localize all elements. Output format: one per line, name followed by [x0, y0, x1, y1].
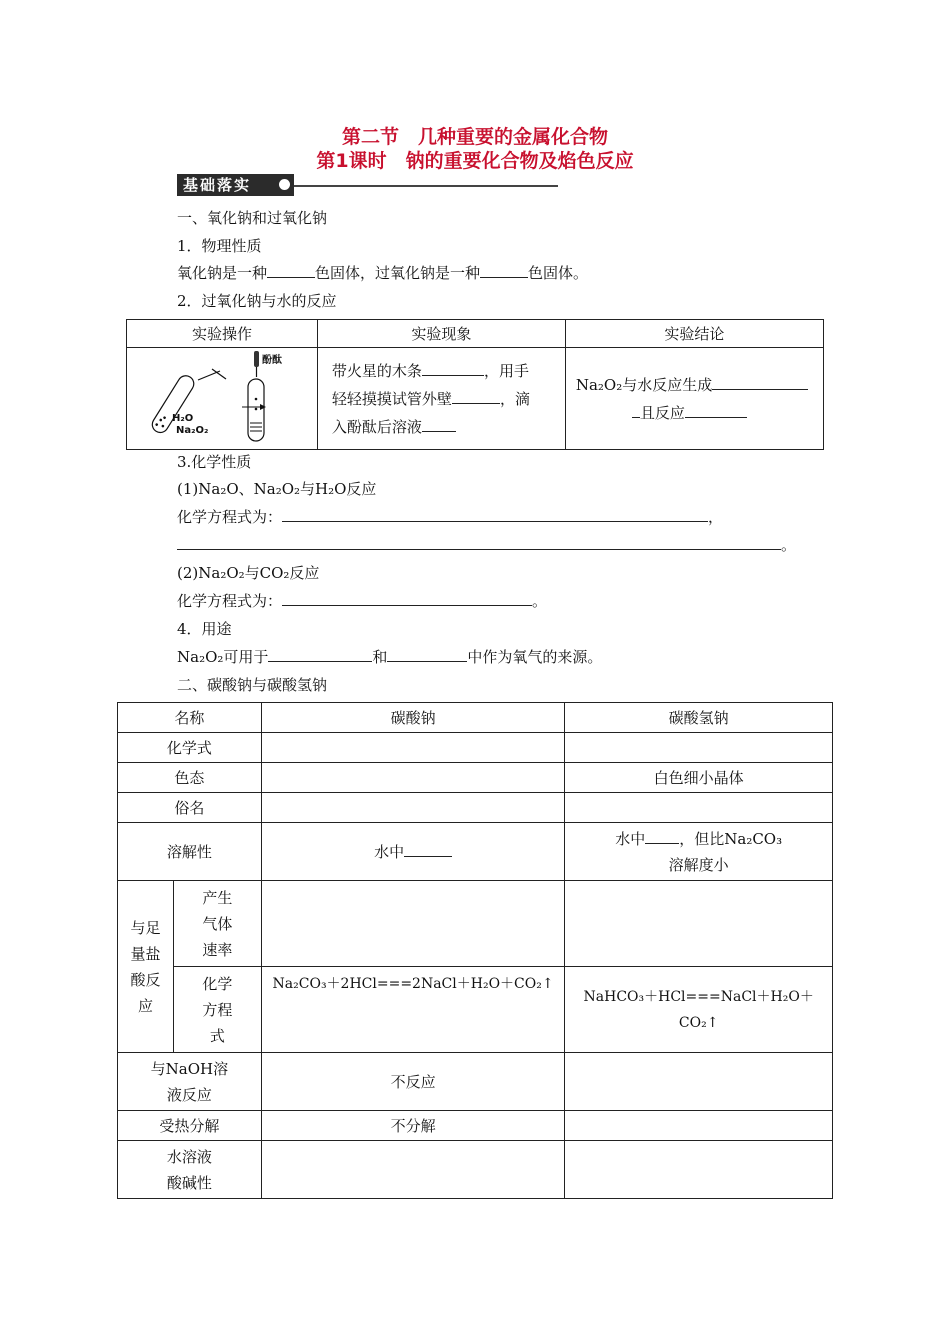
- phenomenon-cell: 带火星的木条 ，用手 轻轻摸摸试管外壁 ，滴 入酚酞后溶液: [317, 348, 565, 450]
- blank[interactable]: [177, 535, 781, 550]
- col-na2co3: 碳酸钠: [261, 703, 565, 733]
- cell-empty: [261, 881, 565, 967]
- row-equation: 化学 方程 式: [173, 967, 261, 1053]
- cell-naoh-na2co3: 不反应: [261, 1053, 565, 1111]
- peroxide-water-table: [126, 319, 824, 450]
- blank[interactable]: [404, 842, 452, 857]
- row-common-name: 俗名: [118, 793, 262, 823]
- blank[interactable]: [422, 361, 484, 376]
- cell-empty: [261, 1141, 565, 1199]
- experiment-figure: [127, 348, 318, 450]
- row-formula: 化学式: [118, 733, 262, 763]
- cell-eq-nahco3: NaHCO₃＋HCl===NaCl＋H₂O＋ CO₂↑: [565, 967, 833, 1053]
- cell-empty: [565, 1111, 833, 1141]
- equation-line-1: 化学方程式为： ，: [177, 508, 724, 526]
- equation-line-3: 化学方程式为： 。: [177, 592, 548, 610]
- header-phenomenon: 实验现象: [317, 320, 565, 348]
- cell-solubility-na2co3: 水中: [261, 823, 565, 881]
- cell-empty: [565, 1141, 833, 1199]
- row-acidity: 水溶液 酸碱性: [118, 1141, 262, 1199]
- test-tube-diagram: [132, 349, 312, 445]
- badge-dot-icon: [279, 179, 290, 190]
- water-label: H₂O: [171, 412, 194, 424]
- blank[interactable]: [480, 263, 528, 278]
- basics-badge: 基础落实: [177, 174, 294, 196]
- item1-title: 1．物理性质: [177, 237, 262, 255]
- cell-empty: [565, 793, 833, 823]
- item3-sub1: (1)Na₂O、Na₂O₂与H₂O反应: [177, 480, 377, 498]
- cell-eq-na2co3: Na₂CO₃＋2HCl===2NaCl＋H₂O＋CO₂↑: [261, 967, 565, 1053]
- cell-heat-na2co3: 不分解: [261, 1111, 565, 1141]
- row-solubility: 溶解性: [118, 823, 262, 881]
- blank[interactable]: [645, 829, 679, 844]
- blank[interactable]: [267, 263, 315, 278]
- section2-heading: 二、碳酸钠与碳酸氢钠: [177, 676, 328, 694]
- dropper-label: 酚酞: [261, 354, 282, 366]
- blank[interactable]: [387, 647, 467, 662]
- row-color-state: 色态: [118, 763, 262, 793]
- item3-title: 3.化学性质: [177, 453, 252, 471]
- blank[interactable]: [452, 389, 500, 404]
- blank[interactable]: [422, 417, 456, 432]
- row-acid-group: 与足 量盐 酸反 应: [118, 881, 174, 1053]
- blank[interactable]: [712, 375, 808, 390]
- lesson-title: 第1课时 钠的重要化合物及焰色反应: [316, 150, 634, 172]
- conclusion-cell: Na₂O₂与水反应生成 且反应: [565, 348, 823, 450]
- section1-heading: 一、氧化钠和过氧化钠: [177, 209, 328, 227]
- blank[interactable]: [282, 591, 532, 606]
- equation-line-2: 。: [177, 535, 796, 555]
- blank[interactable]: [685, 403, 747, 418]
- blank[interactable]: [282, 507, 708, 522]
- item4-title: 4．用途: [177, 620, 232, 638]
- item1-text: 氧化钠是一种 色固体，过氧化钠是一种 色固体。: [177, 264, 589, 282]
- peroxide-label: Na₂O₂: [175, 424, 209, 436]
- header-operation: 实验操作: [127, 320, 318, 348]
- cell-empty: [261, 793, 565, 823]
- cell-empty: [565, 881, 833, 967]
- row-naoh: 与NaOH溶 液反应: [118, 1053, 262, 1111]
- header-conclusion: 实验结论: [565, 320, 823, 348]
- row-gas-rate: 产生 气体 速率: [173, 881, 261, 967]
- cell-empty: [565, 1053, 833, 1111]
- item4-text: Na₂O₂可用于 和 中作为氧气的来源。: [177, 648, 603, 666]
- blank[interactable]: [268, 647, 372, 662]
- item2-title: 2．过氧化钠与水的反应: [177, 292, 337, 310]
- badge-divider: [294, 185, 558, 187]
- blank[interactable]: [632, 403, 640, 418]
- carbonate-table: [117, 702, 833, 1199]
- cell-color-nahco3: 白色细小晶体: [565, 763, 833, 793]
- col-nahco3: 碳酸氢钠: [565, 703, 833, 733]
- cell-solubility-nahco3: 水中 ，但比Na₂CO₃ 溶解度小: [565, 823, 833, 881]
- section-title: 第二节 几种重要的金属化合物: [341, 126, 608, 148]
- col-name: 名称: [118, 703, 262, 733]
- cell-empty: [261, 763, 565, 793]
- row-heat: 受热分解: [118, 1111, 262, 1141]
- cell-empty: [261, 733, 565, 763]
- item3-sub2: (2)Na₂O₂与CO₂反应: [177, 564, 320, 582]
- cell-empty: [565, 733, 833, 763]
